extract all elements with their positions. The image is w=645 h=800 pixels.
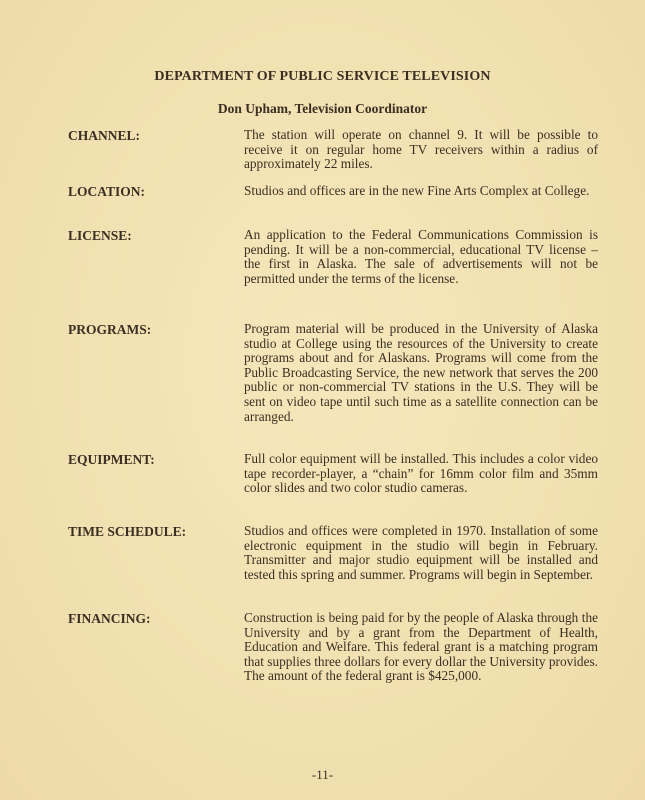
section-label: FINANCING:	[68, 611, 151, 626]
section-text: Full color equipment will be installed. This includes a color video tape recorder-player, a “chain” for 16mm color film and 35mm color slides and two color studio cameras.	[244, 451, 598, 496]
section-text: The station will operate on channel 9. It will be possible to receive it on regular home TV receivers within a radius of approximately 22 miles.	[244, 127, 598, 172]
section-text: Construction is being paid for by the people of Alaska through the University and by a grant from the Department of Health, Education and Welfare. This federal grant is a matching program that supplies three dollars for every dollar the University provides. The amount of the federal grant is $425,000.	[244, 610, 598, 684]
section-label: TIME SCHEDULE:	[68, 524, 187, 539]
section-text: An application to the Federal Communications Commission is pending. It will be a non-commercial, educational TV license – the first in Alaska. The sale of advertisements will not be permitted under the terms of the license.	[244, 227, 598, 286]
section-text: Studios and offices are in the new Fine Arts Complex at College.	[244, 183, 590, 198]
section-label: CHANNEL:	[68, 128, 141, 143]
section-label: EQUIPMENT:	[68, 452, 155, 467]
section-label: PROGRAMS:	[68, 322, 152, 337]
section-text: Studios and offices were completed in 1970. Installation of some electronic equipment in the studio will begin in February. Transmitter and major studio equipment will be installed and tested this spring and summer. Programs will begin in September.	[244, 523, 598, 582]
section-label: LICENSE:	[68, 228, 132, 243]
page-number: -11-	[311, 767, 334, 782]
section-label: LOCATION:	[68, 184, 146, 199]
page-subtitle: Don Upham, Television Coordinator	[217, 101, 428, 116]
section-text: Program material will be produced in the University of Alaska studio at College using the resources of the University to create programs about and for Alaskans. Programs will come from the Public Broadcasting Service, the new network that serves the 200 public or non-commercial TV stations in the U.S. They will be sent on video tape until such time as a satellite connection can be arranged.	[244, 321, 598, 424]
page-title: DEPARTMENT OF PUBLIC SERVICE TELEVISION	[154, 69, 491, 84]
